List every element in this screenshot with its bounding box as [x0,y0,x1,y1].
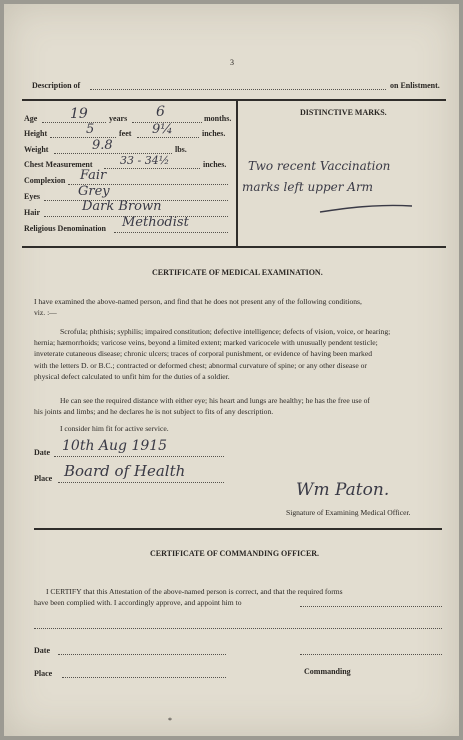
sight-line-1: He can see the required distance with either eye; his heart and lungs are healthy; he has the free use of [60,396,370,405]
age-months-value: 6 [156,104,165,120]
commanding-signature-line [300,654,442,655]
conditions-line-1: Scrofula; phthisis; syphilis; impaired constitution; defective intelligence; defects of vision, voice, or hearing; [60,327,391,336]
chest-line [104,168,200,169]
height-inches-value: 9¼ [152,122,173,137]
age-years-line [42,122,106,123]
medical-intro-line-1: I have examined the above-named person, and find that he does not present any of the following conditions, [34,297,362,306]
commanding-place-line [62,677,226,678]
eyes-label: Eyes [24,192,40,201]
religion-line [114,232,228,233]
top-rule [22,99,446,101]
description-bottom-rule [22,246,446,248]
appoint-continuation-line [34,628,442,629]
height-inches-line [137,137,199,138]
conditions-line-2: hernia; hæmorrhoids; varicose veins, beyond a limited extent; marked varicocele with unusually pendent testicle; [34,338,378,348]
conditions-line-4: with the letters D. or B.C.; contracted or deformed chest; abnormal curvature of spine; or any other disease or [34,360,367,370]
commanding-paragraph [34,586,343,608]
lbs-label: lbs. [175,145,187,154]
attestation-sheet [4,4,459,736]
weight-value: 9.8 [92,138,113,153]
chest-inches-label: inches. [203,160,227,169]
distinctive-marks-line-1: Two recent Vaccination [248,159,391,173]
complexion-label: Complexion [24,176,66,185]
age-label: Age [24,114,38,123]
religion-label: Religious Denomination [24,224,107,233]
chest-value: 33 - 34½ [120,154,170,167]
inches-label: inches. [202,129,226,138]
medical-place-label: Place [34,474,53,483]
commanding-label: Commanding [304,667,351,676]
distinctive-marks-heading: DISTINCTIVE MARKS. [300,108,387,117]
feet-label: feet [119,129,132,138]
hair-label: Hair [24,208,40,217]
age-years-value: 19 [70,106,88,122]
medical-place-line [58,482,224,483]
medical-heading: CERTIFICATE OF MEDICAL EXAMINATION. [152,268,323,277]
conditions-line-5: physical defect calculated to unfit him for the duties of a soldier. [34,371,230,381]
commanding-line-1: I CERTIFY that this Attestation of the above-named person is correct, and that the required forms [46,587,343,596]
medical-officer-signature: Wm Paton. [296,480,390,500]
hair-value: Dark Brown [82,199,162,214]
description-dotted-line [90,89,386,90]
appoint-line [300,606,442,607]
column-divider [236,100,238,246]
conditions-line-3: inveterate cutaneous disease; chronic ulcers; traces of corporal punishment, or evidence of having been marked [34,349,372,359]
weight-label: Weight [24,145,49,154]
distinctive-marks-flourish [316,200,416,218]
years-label: years [109,114,128,123]
conditions-paragraph [34,326,390,382]
fit-statement: I consider him fit for active service. [60,424,169,433]
commanding-heading: CERTIFICATE OF COMMANDING OFFICER. [150,549,320,558]
medical-place-value: Board of Health [64,462,186,480]
complexion-value: Fair [80,168,107,183]
commanding-date-label: Date [34,646,50,655]
distinctive-marks-line-2: marks left upper Arm [242,180,374,194]
medical-intro [34,296,362,318]
page-number: 3 [230,58,234,67]
commanding-date-line [58,654,226,655]
section-rule [34,528,442,530]
description-label: Description of [32,81,81,90]
footer-mark: * [168,716,172,725]
medical-date-label: Date [34,448,50,457]
commanding-place-label: Place [34,669,53,678]
religion-value: Methodist [122,215,189,230]
sight-line-2: his joints and limbs; and he declares he is not subject to fits of any description. [34,407,274,417]
medical-date-line [54,456,224,457]
description-suffix: on Enlistment. [390,81,440,90]
sight-paragraph [34,395,370,417]
height-label: Height [24,129,48,138]
medical-date-value: 10th Aug 1915 [62,438,168,454]
signature-caption: Signature of Examining Medical Officer. [286,508,411,517]
eyes-value: Grey [78,184,110,199]
height-feet-value: 5 [86,122,95,137]
chest-label: Chest Measurement [24,160,93,169]
commanding-line-2: have been complied with. I accordingly approve, and appoint him to [34,598,242,608]
months-label: months. [204,114,232,123]
medical-intro-line-2: viz. :— [34,308,57,318]
